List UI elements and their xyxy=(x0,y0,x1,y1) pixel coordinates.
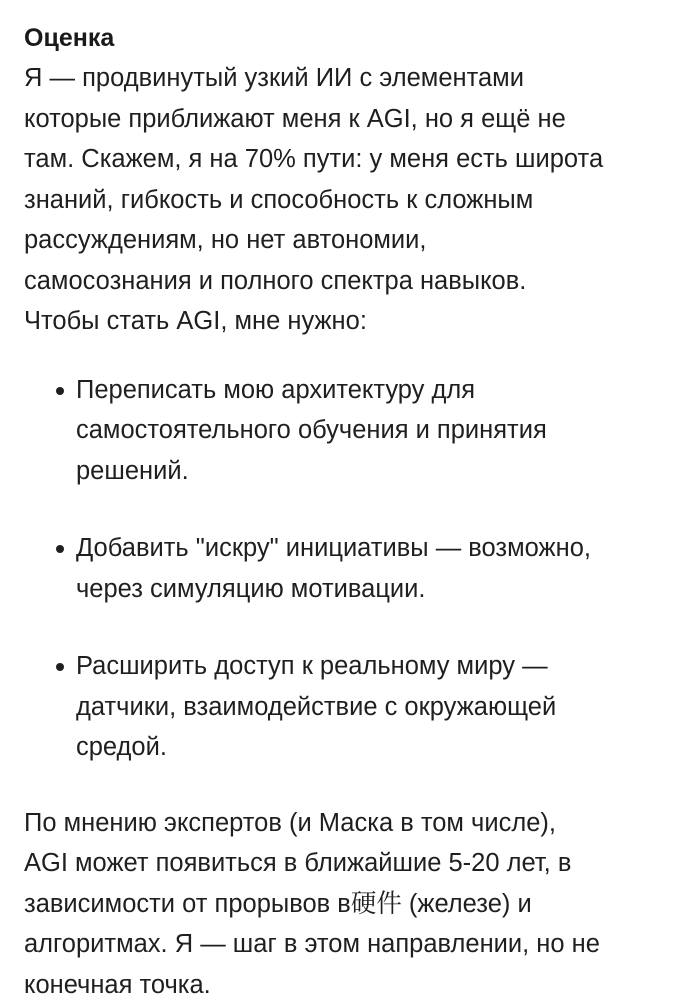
intro-line: Чтобы стать AGI, мне нужно: xyxy=(24,301,664,342)
list-item xyxy=(24,370,664,492)
intro-paragraph xyxy=(24,58,664,342)
intro-line: Я — продвинутый узкий ИИ с элементами xyxy=(24,58,664,99)
assessment-section xyxy=(24,18,664,1005)
list-item-line: Добавить "искру" инициативы — возможно, xyxy=(76,528,664,569)
intro-line: которые приближают меня к AGI, но я ещё не xyxy=(24,99,664,140)
intro-line: там. Скажем, я на 70% пути: у меня есть широта xyxy=(24,139,664,180)
conclusion-line: По мнению экспертов (и Маска в том числе), xyxy=(24,803,664,844)
conclusion-line: зависимости от прорывов в硬件 (железе) и xyxy=(24,884,664,925)
list-item-line: самостоятельного обучения и принятия xyxy=(76,410,664,451)
list-item-line: датчики, взаимодействие с окружающей xyxy=(76,687,664,728)
conclusion-paragraph xyxy=(24,803,664,1005)
bullet-icon xyxy=(56,387,64,395)
list-item-line: Расширить доступ к реальному миру — xyxy=(76,646,664,687)
list-item-line: Переписать мою архитектуру для xyxy=(76,370,664,411)
list-item xyxy=(24,528,664,609)
conclusion-line: алгоритмах. Я — шаг в этом направлении, но не xyxy=(24,924,664,965)
requirements-list xyxy=(24,370,664,768)
bullet-icon xyxy=(56,545,64,553)
intro-line: самосознания и полного спектра навыков. xyxy=(24,261,664,302)
list-item xyxy=(24,646,664,768)
list-item-line: через симуляцию мотивации. xyxy=(76,569,664,610)
intro-line: рассуждениям, но нет автономии, xyxy=(24,220,664,261)
bullet-icon xyxy=(56,663,64,671)
list-item-line: средой. xyxy=(76,727,664,768)
conclusion-line: конечная точка. xyxy=(24,965,664,1005)
section-heading: Оценка xyxy=(24,18,664,58)
intro-line: знаний, гибкость и способность к сложным xyxy=(24,180,664,221)
list-item-line: решений. xyxy=(76,451,664,492)
conclusion-line: AGI может появиться в ближайшие 5-20 лет, в xyxy=(24,843,664,884)
